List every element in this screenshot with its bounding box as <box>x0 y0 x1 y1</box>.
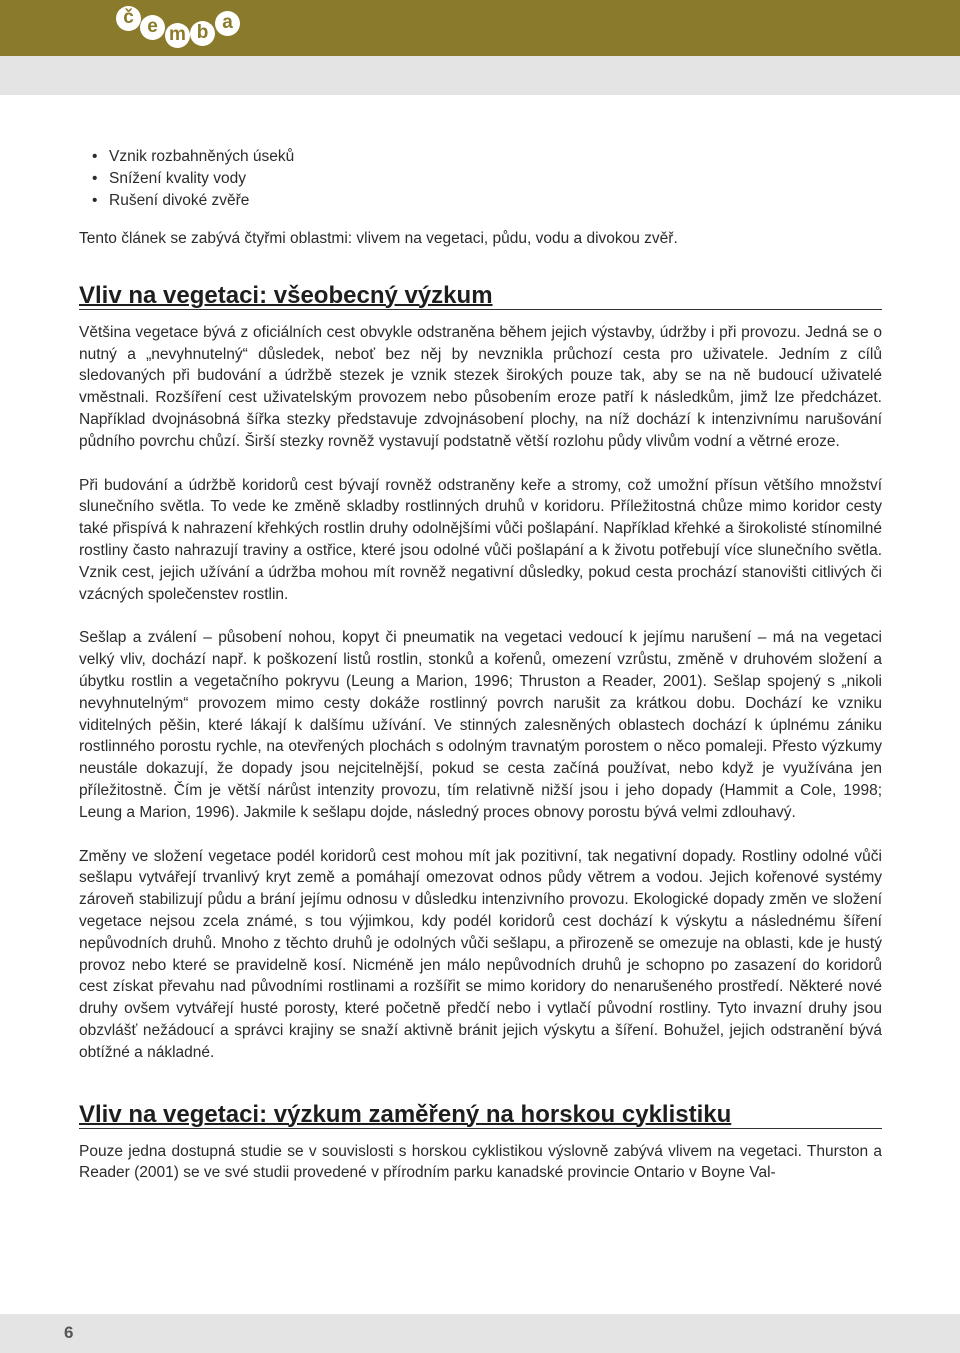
list-item: • Snížení kvality vody <box>92 170 246 187</box>
paragraph: Pouze jedna dostupná studie se v souvislosti s horskou cyklistikou výslovně zabývá vlivem na vegetaci. Thurston a Reader (2001) se ve své studii provedené v přírodním parku kanadské provincie Ontario v Boyne Val- <box>79 1142 882 1182</box>
logo-letter: b <box>190 21 215 46</box>
cemba-logo <box>116 2 246 48</box>
page-number: 6 <box>64 1323 74 1342</box>
paragraph: Většina vegetace bývá z oficiálních cest obvykle odstraněna během jejich výstavby, údržby i při provozu. Jedná se o nutný a „nevyhnutelný“ důsledek, neboť bez něj by nevznikla průchozí cesta pro uživatele. Jedním z cílů sledovaných při budování a údržbě stezek je vznik stezek širokých pouze tak, aby se na ně budoucí uživatelé vměstnali. Rozšíření cest uživatelským provozem nebo působením eroze patří k následkům, jimž lze předcházet. Například dvojnásobná šířka stezky představuje zdvojnásobení plochy, na níž dochází k intenzivnímu narušování půdního povrchu chůzí. Širší stezky rovněž vystavují podstatně větší rozlohu půdy vlivům vodní a větrné eroze. <box>79 323 882 450</box>
logo-letter: a <box>215 11 240 36</box>
bullet-list <box>79 146 882 212</box>
logo-letter: e <box>140 15 165 40</box>
footer-bar <box>0 1314 960 1353</box>
intro-paragraph: Tento článek se zabývá čtyřmi oblastmi: vlivem na vegetaci, půdu, vodu a divokou zvěř. <box>79 230 678 247</box>
section-heading: Vliv na vegetaci: výzkum zaměřený na horskou cyklistiku <box>79 1102 882 1129</box>
logo-letter: č <box>116 6 141 31</box>
header-bar <box>0 0 960 56</box>
paragraph: Při budování a údržbě koridorů cest bývají rovněž odstraněny keře a stromy, což umožní přísun většího množství slunečního světla. To vede ke změně skladby rostlinných druhů v koridoru. Příležitostná chůze mimo koridor cesty také přispívá k nahrazení křehkých rostlin druhy odolnějšími vůči pošlapání. Například křehké a širokolisté stínomilné rostliny často nahrazují traviny a ostřice, které jsou odolné vůči pošlapání a k životu potřebují více slunečního světla. Vznik cest, jejich užívání a údržba mohou mít rovněž negativní důsledky, pokud cesta prochází stanovišti citlivých či vzácných společenstev rostlin. <box>79 476 882 603</box>
section-heading: Vliv na vegetaci: všeobecný výzkum <box>79 283 882 310</box>
list-item: • Rušení divoké zvěře <box>92 192 250 209</box>
paragraph: Změny ve složení vegetace podél koridorů cest mohou mít jak pozitivní, tak negativní dopady. Rostliny odolné vůči sešlapu vytvářejí trvanlivý kryt země a pomáhají omezovat odnos půdy větrem a vodou. Jejich kořenové systémy zároveň stabilizují půdu a brání jejímu odnosu v důsledku intenzivního provozu. Ekologické dopady změn ve složení vegetace nejsou zcela známé, s tou výjimkou, kdy podél koridorů cest dochází k výskytu a následnému šíření nepůvodních druhů. Mnoho z těchto druhů je odolných vůči sešlapu, a přirozeně se omezuje na oblasti, kde je hustý provoz nebo které se pravidelně kosí. Nicméně jen málo nepůvodních druhů je schopno po zasazení do koridorů cest získat převahu nad původními rostlinami a rozšířit se mimo koridory do nenarušeného prostředí. Některé nové druhy ovšem vytvářejí husté porosty, které početně předčí nebo i vytlačí původní rostliny. Tyto invazní druhy jsou obzvlášť nežádoucí a správci krajiny se snaží aktivně bránit jejich výskytu a šíření. Bohužel, jejich odstranění bývá obtížné a nákladné. <box>79 847 882 1061</box>
list-item: • Vznik rozbahněných úseků <box>92 148 295 165</box>
page-content <box>79 140 882 1184</box>
logo-letter: m <box>165 23 190 48</box>
paragraph: Sešlap a zválení – působení nohou, kopyt či pneumatik na vegetaci vedoucí k jejímu narušení – má na vegetaci velký vliv, dochází např. k poškození listů rostlin, stonků a kořenů, omezení vzrůstu, změně v druhovém složení a úbytku rostlin a vegetačního pokryvu (Leung a Marion, 1996; Thruston a Reader, 2001). Sešlap spojený s „nikoli nevyhnutelným“ provozem mimo cesty dokáže rostlinný povrch narušit za krátkou dobu. Dochází ke vzniku viditelných pěšin, které lákají k dalšímu užívání. Ve stinných zalesněných oblastech dochází k úplnému zániku rostlinného porostu rychle, na otevřených plochách s odolným travnatým porostem o něco pomaleji. Přesto výzkumy neustále dokazují, že dopady jsou nejcitelnější, pokud se cesta začíná používat, nebo když je využívána jen příležitostně. Čím je větší nárůst intenzity provozu, tím relativně nižší jsou i jeho dopady (Hammit a Cole, 1998; Leung a Marion, 1996). Jakmile k sešlapu dojde, následný proces obnovy porostu bývá velmi zdlouhavý. <box>79 629 882 821</box>
header-subbar <box>0 56 960 95</box>
